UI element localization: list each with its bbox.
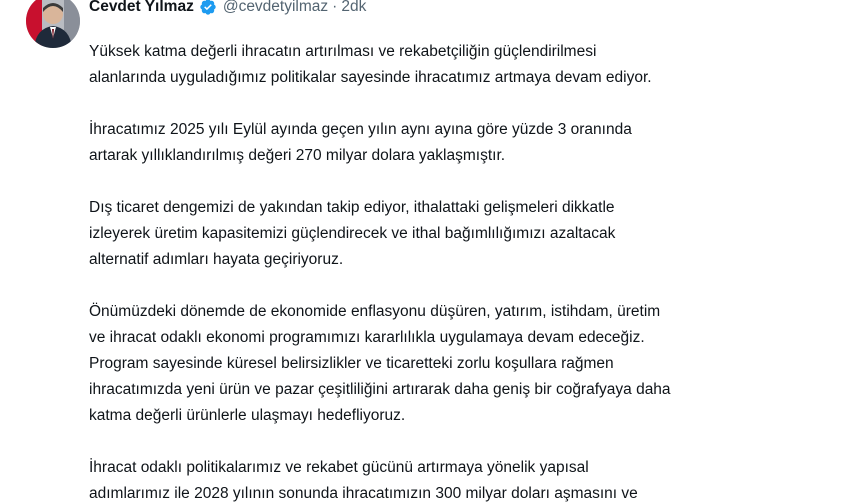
tweet-paragraph bbox=[89, 455, 789, 504]
tweet-paragraph bbox=[89, 299, 789, 429]
tweet-text-line: ve ihracat odaklı ekonomi programımızı kararlılıkla uygulamaya devam edeceğiz. bbox=[89, 329, 645, 346]
tweet-text-line: ihracatımızda yeni ürün ve pazar çeşitliliğini artırarak daha geniş bir coğrafyaya daha bbox=[89, 381, 671, 398]
tweet-text-line: katma değerli ürünlerle ulaşmayı hedefliyoruz. bbox=[89, 407, 406, 424]
tweet-text-line: İhracatımız 2025 yılı Eylül ayında geçen yılın aynı ayına göre yüzde 3 oranında bbox=[89, 121, 632, 138]
tweet-text-line: alternatif adımları hayata geçiriyoruz. bbox=[89, 251, 344, 268]
author-handle[interactable]: @cevdetyilmaz bbox=[222, 0, 329, 15]
tweet-text bbox=[89, 39, 789, 504]
tweet-text-line: izleyerek üretim kapasitemizi güçlendirecek ve ithal bağımlılığımızı azaltacak bbox=[89, 225, 616, 242]
tweet-text-line: Program sayesinde küresel belirsizlikler ve ticaretteki zorlu koşullara rağmen bbox=[89, 355, 614, 372]
tweet-text-line: İhracat odaklı politikalarımız ve rekabet gücünü artırmaya yönelik yapısal bbox=[89, 459, 589, 476]
profile-avatar[interactable] bbox=[26, 0, 80, 48]
tweet-text-line: Önümüzdeki dönemde de ekonomide enflasyonu düşüren, yatırım, istihdam, üretim bbox=[89, 303, 661, 320]
author-display-name[interactable]: Cevdet Yılmaz bbox=[89, 0, 194, 15]
tweet-text-line: Dış ticaret dengemizi de yakından takip ediyor, ithalattaki gelişmeleri dikkatle bbox=[89, 199, 615, 216]
tweet-paragraph bbox=[89, 195, 789, 273]
tweet-paragraph bbox=[89, 117, 789, 169]
tweet-text-line: artarak yıllıklandırılmış değeri 270 milyar dolara yaklaşmıştır. bbox=[89, 147, 506, 164]
tweet-paragraph bbox=[89, 39, 789, 91]
verified-badge-icon bbox=[199, 0, 217, 16]
avatar-image bbox=[26, 0, 80, 48]
tweet-timestamp[interactable]: 2dk bbox=[341, 0, 367, 15]
tweet-header bbox=[89, 0, 366, 18]
tweet-text-line: alanlarında uyguladığımız politikalar sayesinde ihracatımız artmaya devam ediyor. bbox=[89, 69, 652, 86]
header-separator: · bbox=[332, 0, 338, 15]
tweet-text-line: adımlarımız ile 2028 yılının sonunda ihracatımızın 300 milyar doları aşmasını ve bbox=[89, 485, 638, 502]
tweet-text-line: Yüksek katma değerli ihracatın artırılması ve rekabetçiliğin güçlendirilmesi bbox=[89, 43, 597, 60]
